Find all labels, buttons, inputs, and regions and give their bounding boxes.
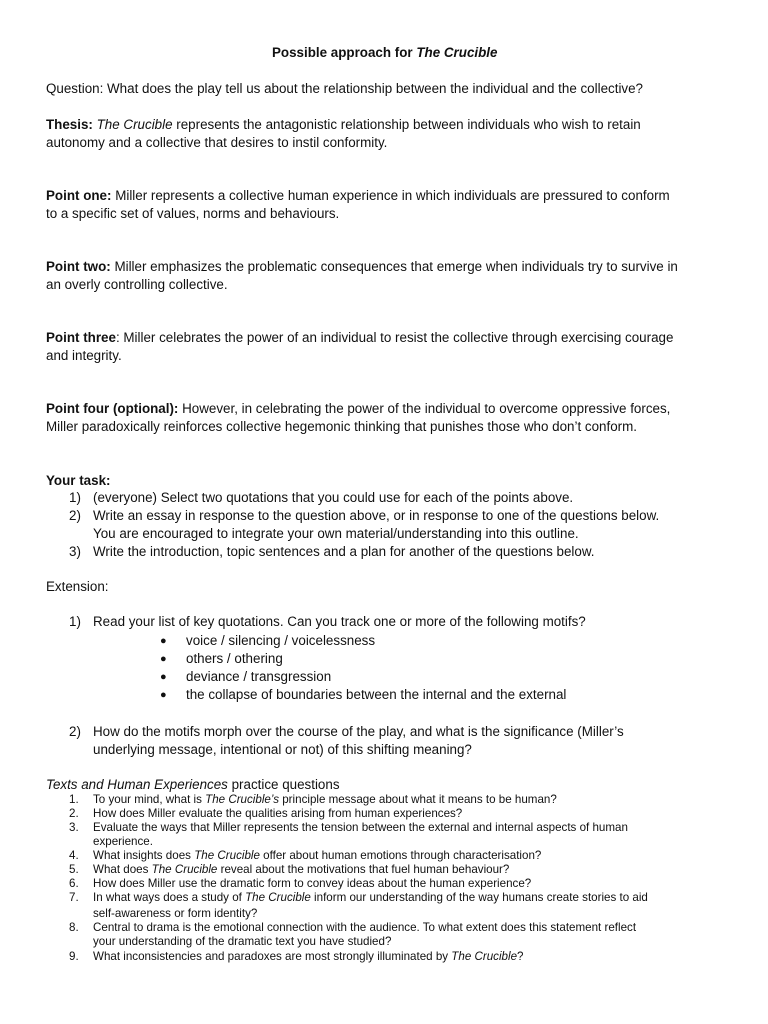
practice-heading: Texts and Human Experiences practice questions	[46, 777, 340, 792]
thesis-line-1: Thesis: The Crucible represents the antagonistic relationship between individuals who wish to retain	[46, 117, 641, 132]
practice-q4-text: What insights does The Crucible offer about human emotions through characterisation?	[93, 849, 542, 862]
practice-q3-line-2: experience.	[93, 835, 153, 848]
practice-q4-number: 4.	[69, 849, 79, 862]
point-four-line-1: Point four (optional): However, in celebrating the power of the individual to overcome oppressive forces,	[46, 401, 671, 416]
practice-q5-number: 5.	[69, 863, 79, 876]
motif-item: the collapse of boundaries between the internal and the external	[186, 687, 567, 702]
page-title: Possible approach for The Crucible	[272, 45, 498, 60]
extension-heading: Extension:	[46, 579, 109, 594]
practice-q7-number: 7.	[69, 891, 79, 904]
task-item-3-text: Write the introduction, topic sentences and a plan for another of the questions below.	[93, 544, 595, 559]
extension-item-2-line-2: underlying message, intentional or not) of this shifting meaning?	[93, 742, 472, 757]
task-item-3-number: 3)	[69, 544, 81, 559]
practice-q7-line-1: In what ways does a study of The Crucible inform our understanding of the way humans create stories to aid	[93, 891, 648, 904]
practice-q3-number: 3.	[69, 821, 79, 834]
thesis-line-2: autonomy and a collective that desires to instil conformity.	[46, 135, 388, 150]
extension-item-1-number: 1)	[69, 614, 81, 629]
task-heading: Your task:	[46, 473, 111, 488]
practice-q2-text: How does Miller evaluate the qualities arising from human experiences?	[93, 807, 463, 820]
point-one-line-1: Point one: Miller represents a collective human experience in which individuals are pressured to conform	[46, 188, 670, 203]
task-item-2-line-1: Write an essay in response to the question above, or in response to one of the questions below.	[93, 508, 660, 523]
practice-q3-line-1: Evaluate the ways that Miller represents the tension between the external and internal aspects of human	[93, 821, 628, 834]
point-three-line-1: Point three: Miller celebrates the power of an individual to resist the collective through exercising courage	[46, 330, 674, 345]
practice-q6-number: 6.	[69, 877, 79, 890]
task-item-2-number: 2)	[69, 508, 81, 523]
task-item-2-line-2: You are encouraged to integrate your own material/understanding into this outline.	[93, 526, 579, 541]
practice-q9-number: 9.	[69, 950, 79, 963]
practice-q7-line-2: self-awareness or form identity?	[93, 907, 258, 920]
point-three-line-2: and integrity.	[46, 348, 122, 363]
task-item-1-text: (everyone) Select two quotations that you could use for each of the points above.	[93, 490, 574, 505]
point-one-line-2: to a specific set of values, norms and behaviours.	[46, 206, 340, 221]
extension-item-2-number: 2)	[69, 724, 81, 739]
bullet-icon: ●	[160, 635, 167, 647]
motif-item: voice / silencing / voicelessness	[186, 633, 376, 648]
practice-q9-text: What inconsistencies and paradoxes are most strongly illuminated by The Crucible?	[93, 950, 524, 963]
practice-q1-text: To your mind, what is The Crucible’s principle message about what it means to be human?	[93, 793, 557, 806]
practice-q8-line-1: Central to drama is the emotional connection with the audience. To what extent does this statement reflect	[93, 921, 637, 934]
point-two-line-2: an overly controlling collective.	[46, 277, 228, 292]
bullet-icon: ●	[160, 653, 167, 665]
bullet-icon: ●	[160, 689, 167, 701]
question-text: Question: What does the play tell us about the relationship between the individual and the collective?	[46, 81, 644, 96]
extension-item-1-text: Read your list of key quotations. Can you track one or more of the following motifs?	[93, 614, 586, 629]
motif-item: deviance / transgression	[186, 669, 332, 684]
point-four-line-2: Miller paradoxically reinforces collective hegemonic thinking that punishes those who don’t conform.	[46, 419, 637, 434]
extension-item-2-line-1: How do the motifs morph over the course of the play, and what is the significance (Miller’s	[93, 724, 624, 739]
practice-q2-number: 2.	[69, 807, 79, 820]
practice-q1-number: 1.	[69, 793, 79, 806]
practice-q8-number: 8.	[69, 921, 79, 934]
task-item-1-number: 1)	[69, 490, 81, 505]
practice-q8-line-2: your understanding of the dramatic text you have studied?	[93, 935, 392, 948]
motif-item: others / othering	[186, 651, 283, 666]
practice-q6-text: How does Miller use the dramatic form to convey ideas about the human experience?	[93, 877, 532, 890]
practice-q5-text: What does The Crucible reveal about the motivations that fuel human behaviour?	[93, 863, 510, 876]
bullet-icon: ●	[160, 671, 167, 683]
point-two-line-1: Point two: Miller emphasizes the problematic consequences that emerge when individuals try to survive in	[46, 259, 678, 274]
